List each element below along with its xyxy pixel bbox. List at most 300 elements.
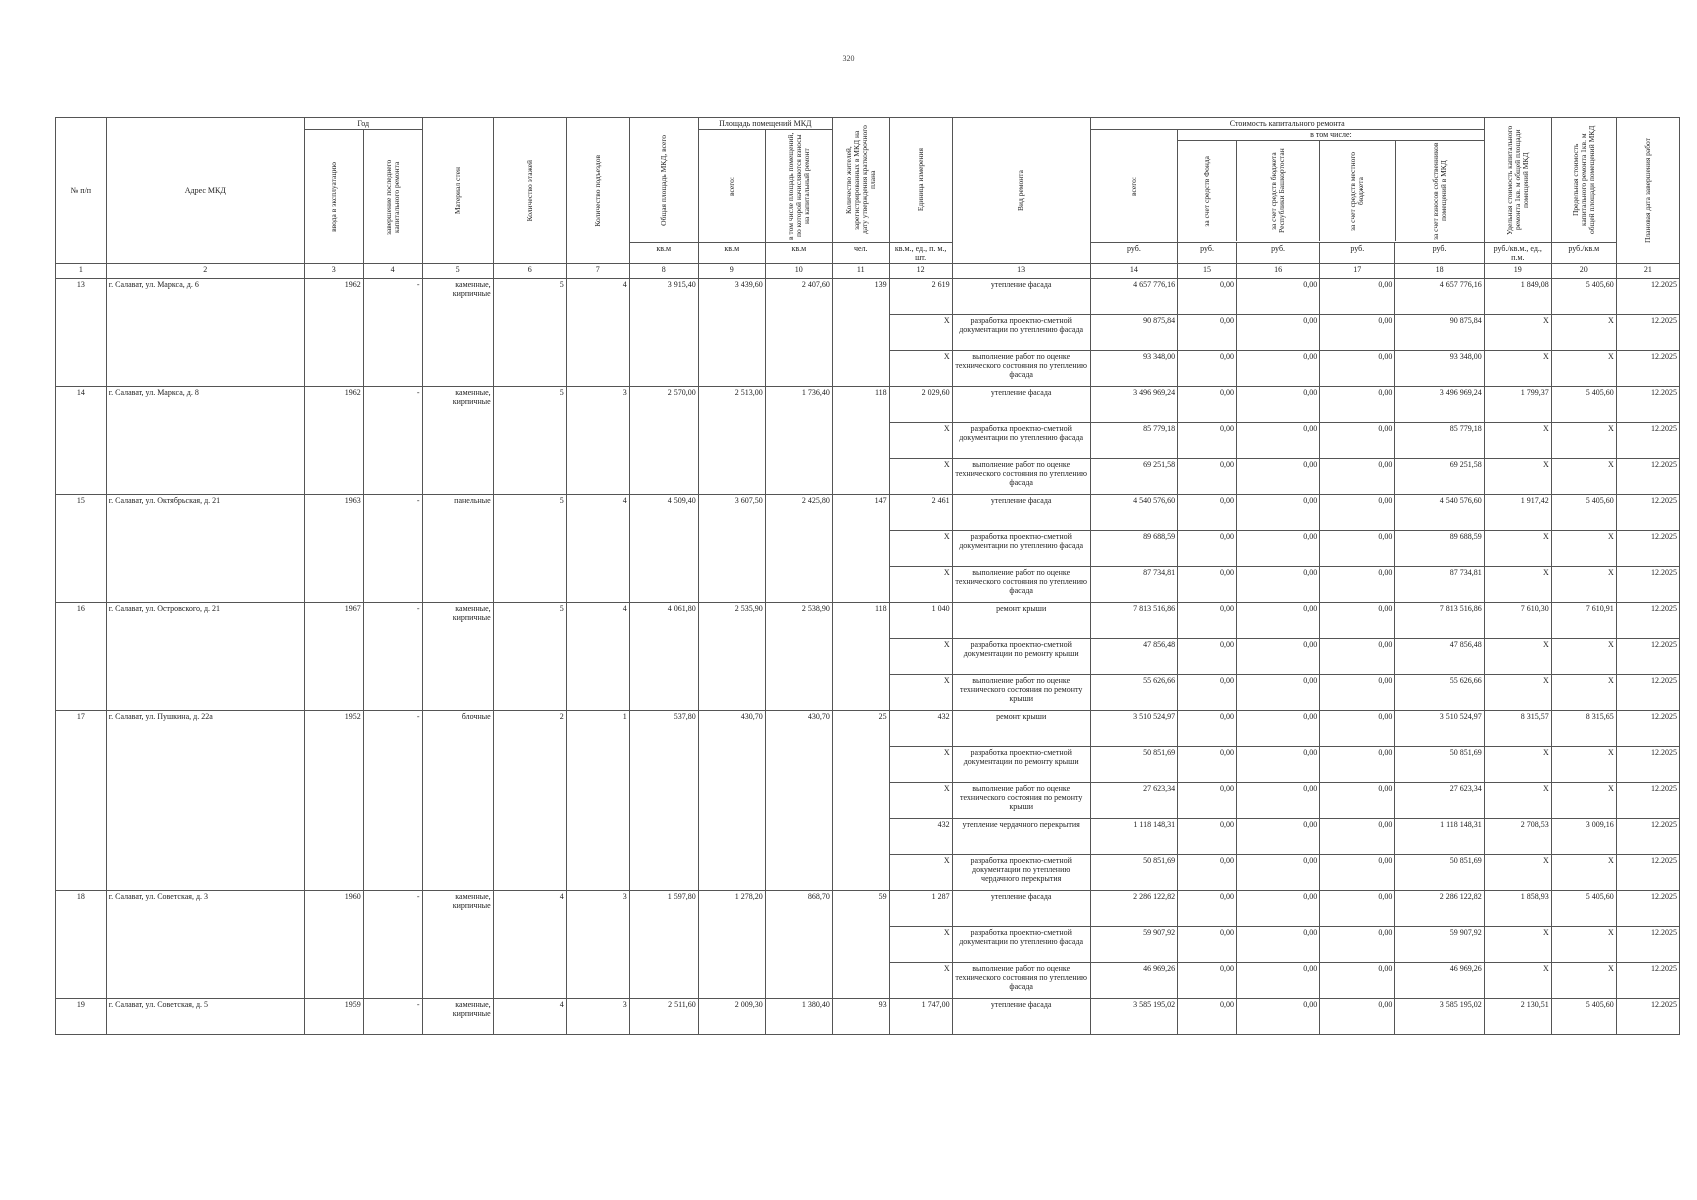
row-date: 12.2025 <box>1616 747 1679 783</box>
row-floors: 5 <box>493 387 566 495</box>
row-repair-type: утепление фасада <box>952 279 1090 315</box>
row-unit-measure: X <box>889 423 952 459</box>
row-cost-local: 0,00 <box>1320 531 1395 567</box>
header-floors: Количество этажей <box>493 118 566 264</box>
row-cost-owners: 85 779,18 <box>1395 423 1484 459</box>
row-unit-cost: X <box>1484 459 1551 495</box>
row-entrances: 4 <box>566 495 629 603</box>
row-date: 12.2025 <box>1616 567 1679 603</box>
header-num: № п/п <box>56 118 107 264</box>
row-area-all: 430,70 <box>698 711 765 891</box>
row-year-commission: 1960 <box>304 891 363 999</box>
row-max-cost: 5 405,60 <box>1551 387 1616 423</box>
column-index: 18 <box>1395 264 1484 279</box>
row-cost-local: 0,00 <box>1320 711 1395 747</box>
column-index: 2 <box>106 264 304 279</box>
column-index-row <box>56 264 1680 279</box>
row-cost-total: 69 251,58 <box>1090 459 1177 495</box>
row-cost-fund: 0,00 <box>1178 495 1237 531</box>
row-max-cost: 8 315,65 <box>1551 711 1616 747</box>
row-date: 12.2025 <box>1616 999 1679 1035</box>
row-year-last-repair: - <box>363 387 422 495</box>
row-cost-total: 1 118 148,31 <box>1090 819 1177 855</box>
row-floors: 5 <box>493 603 566 711</box>
column-index: 10 <box>765 264 832 279</box>
row-repair-type: разработка проектно-сметной документации по утеплению чердачного перекрытия <box>952 855 1090 891</box>
row-cost-fund: 0,00 <box>1178 315 1237 351</box>
row-cost-owners: 3 510 524,97 <box>1395 711 1484 747</box>
column-index: 9 <box>698 264 765 279</box>
column-index: 12 <box>889 264 952 279</box>
header-unit: Единица измерения <box>889 118 952 243</box>
unit-cost-total: руб. <box>1090 243 1177 264</box>
row-max-cost: X <box>1551 531 1616 567</box>
row-cost-owners: 3 585 195,02 <box>1395 999 1484 1035</box>
column-index: 19 <box>1484 264 1551 279</box>
table-row <box>56 603 1680 639</box>
row-date: 12.2025 <box>1616 711 1679 747</box>
row-unit-measure: 1 747,00 <box>889 999 952 1035</box>
unit-total-area: кв.м <box>629 243 698 264</box>
row-cost-owners: 69 251,58 <box>1395 459 1484 495</box>
row-cost-total: 50 851,69 <box>1090 855 1177 891</box>
row-cost-owners: 46 969,26 <box>1395 963 1484 999</box>
row-cost-republic: 0,00 <box>1236 891 1319 927</box>
row-unit-measure: X <box>889 963 952 999</box>
row-year-commission: 1959 <box>304 999 363 1035</box>
row-cost-local: 0,00 <box>1320 495 1395 531</box>
row-cost-local: 0,00 <box>1320 891 1395 927</box>
row-cost-total: 3 510 524,97 <box>1090 711 1177 747</box>
row-cost-owners: 3 496 969,24 <box>1395 387 1484 423</box>
row-date: 12.2025 <box>1616 459 1679 495</box>
row-unit-cost: X <box>1484 675 1551 711</box>
row-cost-fund: 0,00 <box>1178 423 1237 459</box>
row-max-cost: X <box>1551 351 1616 387</box>
row-cost-owners: 90 875,84 <box>1395 315 1484 351</box>
row-date: 12.2025 <box>1616 675 1679 711</box>
row-date: 12.2025 <box>1616 963 1679 999</box>
row-unit-cost: X <box>1484 747 1551 783</box>
row-address: г. Салават, ул. Островского, д. 21 <box>106 603 304 711</box>
row-repair-type: выполнение работ по оценке технического состояния по ремонту крыши <box>952 783 1090 819</box>
row-cost-fund: 0,00 <box>1178 711 1237 747</box>
row-repair-type: утепление фасада <box>952 495 1090 531</box>
row-cost-republic: 0,00 <box>1236 531 1319 567</box>
row-cost-total: 3 585 195,02 <box>1090 999 1177 1035</box>
column-index: 11 <box>832 264 889 279</box>
header-year-group: Год <box>304 118 422 130</box>
header-cost-group: Стоимость капитального ремонта <box>1090 118 1484 130</box>
row-floors: 2 <box>493 711 566 891</box>
row-cost-fund: 0,00 <box>1178 387 1237 423</box>
row-max-cost: 5 405,60 <box>1551 495 1616 531</box>
row-cost-local: 0,00 <box>1320 675 1395 711</box>
row-entrances: 1 <box>566 711 629 891</box>
row-number: 17 <box>56 711 107 891</box>
row-unit-measure: 2 029,60 <box>889 387 952 423</box>
row-repair-type: утепление фасада <box>952 387 1090 423</box>
row-cost-total: 3 496 969,24 <box>1090 387 1177 423</box>
row-unit-measure: X <box>889 855 952 891</box>
row-cost-local: 0,00 <box>1320 567 1395 603</box>
row-residents: 118 <box>832 387 889 495</box>
column-index: 20 <box>1551 264 1616 279</box>
row-cost-total: 47 856,48 <box>1090 639 1177 675</box>
row-repair-type: разработка проектно-сметной документации по утеплению фасада <box>952 423 1090 459</box>
row-cost-local: 0,00 <box>1320 351 1395 387</box>
row-unit-cost: X <box>1484 423 1551 459</box>
row-unit-cost: X <box>1484 963 1551 999</box>
column-index: 16 <box>1236 264 1319 279</box>
row-cost-local: 0,00 <box>1320 999 1395 1035</box>
row-entrances: 4 <box>566 603 629 711</box>
table-row <box>56 711 1680 747</box>
row-unit-measure: X <box>889 783 952 819</box>
row-max-cost: X <box>1551 459 1616 495</box>
row-residents: 118 <box>832 603 889 711</box>
row-repair-type: разработка проектно-сметной документации по утеплению фасада <box>952 927 1090 963</box>
row-cost-total: 7 813 516,86 <box>1090 603 1177 639</box>
row-cost-local: 0,00 <box>1320 279 1395 315</box>
row-unit-measure: X <box>889 639 952 675</box>
row-area-paying: 868,70 <box>765 891 832 999</box>
row-cost-owners: 59 907,92 <box>1395 927 1484 963</box>
header-date: Плановая дата завершения работ <box>1616 118 1679 264</box>
row-cost-total: 4 540 576,60 <box>1090 495 1177 531</box>
row-cost-republic: 0,00 <box>1236 279 1319 315</box>
row-entrances: 3 <box>566 387 629 495</box>
row-cost-local: 0,00 <box>1320 855 1395 891</box>
row-cost-owners: 4 540 576,60 <box>1395 495 1484 531</box>
row-cost-republic: 0,00 <box>1236 351 1319 387</box>
header-cost-local: за счет средств местного бюджета <box>1348 151 1366 231</box>
header-year-commission: ввода в эксплуатацию <box>304 130 363 264</box>
header-max-cost: Предельная стоимость капитального ремонта 1кв. м общей площади помещений МКД <box>1551 118 1616 243</box>
row-cost-owners: 2 286 122,82 <box>1395 891 1484 927</box>
row-unit-cost: X <box>1484 783 1551 819</box>
row-area-paying: 430,70 <box>765 711 832 891</box>
header-year-last-repair: завершение последнего капитального ремонта <box>363 130 422 264</box>
row-area-paying: 1 380,40 <box>765 999 832 1035</box>
row-cost-republic: 0,00 <box>1236 855 1319 891</box>
row-cost-republic: 0,00 <box>1236 459 1319 495</box>
unit-cost-republic: руб. <box>1236 243 1319 264</box>
row-max-cost: X <box>1551 315 1616 351</box>
row-cost-republic: 0,00 <box>1236 927 1319 963</box>
row-number: 14 <box>56 387 107 495</box>
row-cost-owners: 27 623,34 <box>1395 783 1484 819</box>
row-cost-republic: 0,00 <box>1236 963 1319 999</box>
row-unit-measure: X <box>889 747 952 783</box>
row-max-cost: 7 610,91 <box>1551 603 1616 639</box>
header-wall: Материал стен <box>422 118 493 264</box>
row-total-area: 4 509,40 <box>629 495 698 603</box>
row-cost-local: 0,00 <box>1320 747 1395 783</box>
row-area-paying: 1 736,40 <box>765 387 832 495</box>
row-unit-measure: X <box>889 675 952 711</box>
row-year-commission: 1962 <box>304 387 363 495</box>
row-date: 12.2025 <box>1616 279 1679 315</box>
column-index: 21 <box>1616 264 1679 279</box>
row-area-all: 2 009,30 <box>698 999 765 1035</box>
column-index: 15 <box>1178 264 1237 279</box>
row-cost-total: 50 851,69 <box>1090 747 1177 783</box>
header-premises-group: Площадь помещений МКД <box>698 118 832 130</box>
row-number: 19 <box>56 999 107 1035</box>
row-unit-measure: X <box>889 531 952 567</box>
row-cost-total: 27 623,34 <box>1090 783 1177 819</box>
row-max-cost: X <box>1551 675 1616 711</box>
row-year-last-repair: - <box>363 603 422 711</box>
row-cost-local: 0,00 <box>1320 639 1395 675</box>
row-unit-cost: 8 315,57 <box>1484 711 1551 747</box>
row-unit-cost: 1 858,93 <box>1484 891 1551 927</box>
row-area-all: 3 607,50 <box>698 495 765 603</box>
row-cost-local: 0,00 <box>1320 603 1395 639</box>
table-row <box>56 387 1680 423</box>
row-area-paying: 2 425,80 <box>765 495 832 603</box>
row-total-area: 3 915,40 <box>629 279 698 387</box>
header-cost-total: всего: <box>1090 130 1177 243</box>
row-unit-cost: 2 708,53 <box>1484 819 1551 855</box>
table-row <box>56 495 1680 531</box>
row-cost-fund: 0,00 <box>1178 747 1237 783</box>
row-repair-type: разработка проектно-сметной документации по ремонту крыши <box>952 639 1090 675</box>
row-cost-owners: 50 851,69 <box>1395 855 1484 891</box>
row-max-cost: 5 405,60 <box>1551 279 1616 315</box>
row-cost-fund: 0,00 <box>1178 855 1237 891</box>
row-unit-measure: 2 619 <box>889 279 952 315</box>
row-cost-fund: 0,00 <box>1178 531 1237 567</box>
row-repair-type: ремонт крыши <box>952 711 1090 747</box>
row-address: г. Салават, ул. Октябрьская, д. 21 <box>106 495 304 603</box>
row-total-area: 537,80 <box>629 711 698 891</box>
row-cost-total: 89 688,59 <box>1090 531 1177 567</box>
row-unit-measure: X <box>889 927 952 963</box>
row-cost-owners: 1 118 148,31 <box>1395 819 1484 855</box>
row-max-cost: 5 405,60 <box>1551 999 1616 1035</box>
row-total-area: 1 597,80 <box>629 891 698 999</box>
capital-repair-table <box>55 117 1680 1035</box>
row-unit-measure: X <box>889 459 952 495</box>
row-residents: 93 <box>832 999 889 1035</box>
header-address: Адрес МКД <box>106 118 304 264</box>
page-number: 320 <box>842 54 855 63</box>
row-year-last-repair: - <box>363 495 422 603</box>
row-cost-fund: 0,00 <box>1178 567 1237 603</box>
row-area-paying: 2 407,60 <box>765 279 832 387</box>
row-cost-total: 59 907,92 <box>1090 927 1177 963</box>
row-date: 12.2025 <box>1616 783 1679 819</box>
row-cost-fund: 0,00 <box>1178 639 1237 675</box>
row-cost-total: 85 779,18 <box>1090 423 1177 459</box>
row-repair-type: выполнение работ по оценке технического состояния по утеплению фасада <box>952 459 1090 495</box>
row-cost-owners: 50 851,69 <box>1395 747 1484 783</box>
header-cost-owners: за счет взносов собственников помещений в МКД <box>1430 142 1448 240</box>
row-area-all: 2 535,90 <box>698 603 765 711</box>
row-date: 12.2025 <box>1616 819 1679 855</box>
row-year-last-repair: - <box>363 999 422 1035</box>
row-cost-fund: 0,00 <box>1178 963 1237 999</box>
row-cost-owners: 55 626,66 <box>1395 675 1484 711</box>
row-cost-fund: 0,00 <box>1178 675 1237 711</box>
row-entrances: 3 <box>566 891 629 999</box>
table-body <box>56 279 1680 1035</box>
row-entrances: 4 <box>566 279 629 387</box>
row-cost-local: 0,00 <box>1320 387 1395 423</box>
row-cost-republic: 0,00 <box>1236 639 1319 675</box>
row-address: г. Салават, ул. Маркса, д. 8 <box>106 387 304 495</box>
row-cost-total: 4 657 776,16 <box>1090 279 1177 315</box>
row-repair-type: утепление фасада <box>952 891 1090 927</box>
row-cost-owners: 89 688,59 <box>1395 531 1484 567</box>
row-unit-cost: 1 849,08 <box>1484 279 1551 315</box>
row-number: 16 <box>56 603 107 711</box>
row-max-cost: 5 405,60 <box>1551 891 1616 927</box>
row-repair-type: выполнение работ по оценке технического состояния по утеплению фасада <box>952 567 1090 603</box>
row-max-cost: X <box>1551 747 1616 783</box>
row-unit-measure: 432 <box>889 711 952 747</box>
row-repair-type: выполнение работ по оценке технического состояния по утеплению фасада <box>952 351 1090 387</box>
row-number: 15 <box>56 495 107 603</box>
row-date: 12.2025 <box>1616 891 1679 927</box>
row-date: 12.2025 <box>1616 387 1679 423</box>
header-total-area: Общая площадь МКД, всего <box>629 118 698 243</box>
row-wall-material: каменные, кирпичные <box>422 279 493 387</box>
row-unit-cost: X <box>1484 639 1551 675</box>
row-cost-local: 0,00 <box>1320 315 1395 351</box>
row-cost-local: 0,00 <box>1320 819 1395 855</box>
row-cost-republic: 0,00 <box>1236 999 1319 1035</box>
header-area-all: всего: <box>698 130 765 243</box>
row-residents: 25 <box>832 711 889 891</box>
column-index: 13 <box>952 264 1090 279</box>
row-unit-cost: 1 799,37 <box>1484 387 1551 423</box>
row-cost-owners: 7 813 516,86 <box>1395 603 1484 639</box>
row-max-cost: 3 009,16 <box>1551 819 1616 855</box>
row-cost-fund: 0,00 <box>1178 927 1237 963</box>
row-floors: 5 <box>493 495 566 603</box>
row-cost-local: 0,00 <box>1320 927 1395 963</box>
row-repair-type: разработка проектно-сметной документации по утеплению фасада <box>952 531 1090 567</box>
header-cost-incl: в том числе: за счет средств Фонда за счет средств бюджета Республики Башкортостан за счет средств местного бюджета за счет взносов собственников помещений в МКД <box>1178 130 1485 243</box>
header-cost-fund: за счет средств Фонда <box>1202 155 1212 227</box>
row-cost-fund: 0,00 <box>1178 819 1237 855</box>
column-index: 14 <box>1090 264 1177 279</box>
table-row <box>56 999 1680 1035</box>
row-year-commission: 1967 <box>304 603 363 711</box>
header-unit-cost: Удельная стоимость капитального ремонта 1кв. м общей площади помещений МКД <box>1484 118 1551 243</box>
row-residents: 139 <box>832 279 889 387</box>
row-floors: 5 <box>493 279 566 387</box>
unit-area-paying: кв.м <box>765 243 832 264</box>
row-cost-local: 0,00 <box>1320 783 1395 819</box>
row-cost-total: 87 734,81 <box>1090 567 1177 603</box>
row-cost-local: 0,00 <box>1320 459 1395 495</box>
row-repair-type: разработка проектно-сметной документации по утеплению фасада <box>952 315 1090 351</box>
row-total-area: 4 061,80 <box>629 603 698 711</box>
row-total-area: 2 511,60 <box>629 999 698 1035</box>
row-date: 12.2025 <box>1616 351 1679 387</box>
header-repair-type: Вид ремонта <box>952 118 1090 264</box>
row-max-cost: X <box>1551 855 1616 891</box>
row-cost-republic: 0,00 <box>1236 783 1319 819</box>
row-unit-measure: X <box>889 567 952 603</box>
row-residents: 147 <box>832 495 889 603</box>
row-unit-cost: 2 130,51 <box>1484 999 1551 1035</box>
row-unit-cost: X <box>1484 351 1551 387</box>
row-floors: 4 <box>493 999 566 1035</box>
row-area-all: 1 278,20 <box>698 891 765 999</box>
row-date: 12.2025 <box>1616 927 1679 963</box>
row-cost-republic: 0,00 <box>1236 387 1319 423</box>
row-unit-cost: X <box>1484 531 1551 567</box>
row-date: 12.2025 <box>1616 423 1679 459</box>
row-unit-measure: 1 287 <box>889 891 952 927</box>
row-date: 12.2025 <box>1616 315 1679 351</box>
row-max-cost: X <box>1551 567 1616 603</box>
row-address: г. Салават, ул. Советская, д. 5 <box>106 999 304 1035</box>
row-repair-type: выполнение работ по оценке технического состояния по утеплению фасада <box>952 963 1090 999</box>
header-cost-republic: за счет средств бюджета Республики Башкортостан <box>1269 148 1287 234</box>
row-unit-measure: 1 040 <box>889 603 952 639</box>
row-cost-total: 93 348,00 <box>1090 351 1177 387</box>
row-address: г. Салават, ул. Пушкина, д. 22а <box>106 711 304 891</box>
row-unit-measure: X <box>889 315 952 351</box>
row-cost-republic: 0,00 <box>1236 495 1319 531</box>
row-repair-type: утепление чердачного перекрытия <box>952 819 1090 855</box>
row-max-cost: X <box>1551 963 1616 999</box>
table-row <box>56 279 1680 315</box>
row-unit-measure: 432 <box>889 819 952 855</box>
column-index: 3 <box>304 264 363 279</box>
header-residents: Количество жителей, зарегистрированных в МКД на дату утверждения краткосрочного плана <box>832 118 889 243</box>
row-cost-fund: 0,00 <box>1178 783 1237 819</box>
row-unit-cost: X <box>1484 855 1551 891</box>
unit-cost-local: руб. <box>1320 243 1395 264</box>
row-cost-republic: 0,00 <box>1236 819 1319 855</box>
header-entrances: Количество подъездов <box>566 118 629 264</box>
row-cost-fund: 0,00 <box>1178 891 1237 927</box>
row-address: г. Салават, ул. Советская, д. 3 <box>106 891 304 999</box>
row-area-paying: 2 538,90 <box>765 603 832 711</box>
unit-cost-owners: руб. <box>1395 243 1484 264</box>
row-wall-material: каменные, кирпичные <box>422 603 493 711</box>
row-year-commission: 1963 <box>304 495 363 603</box>
row-unit-cost: 1 917,42 <box>1484 495 1551 531</box>
row-cost-owners: 47 856,48 <box>1395 639 1484 675</box>
row-cost-fund: 0,00 <box>1178 603 1237 639</box>
row-cost-republic: 0,00 <box>1236 603 1319 639</box>
row-unit-cost: X <box>1484 927 1551 963</box>
unit-measure: кв.м., ед., п. м., шт. <box>889 243 952 264</box>
row-wall-material: каменные, кирпичные <box>422 891 493 999</box>
row-max-cost: X <box>1551 783 1616 819</box>
row-cost-fund: 0,00 <box>1178 351 1237 387</box>
unit-area-all: кв.м <box>698 243 765 264</box>
row-cost-owners: 93 348,00 <box>1395 351 1484 387</box>
row-cost-total: 2 286 122,82 <box>1090 891 1177 927</box>
row-number: 13 <box>56 279 107 387</box>
row-max-cost: X <box>1551 639 1616 675</box>
column-index: 5 <box>422 264 493 279</box>
row-date: 12.2025 <box>1616 495 1679 531</box>
row-date: 12.2025 <box>1616 531 1679 567</box>
row-cost-owners: 4 657 776,16 <box>1395 279 1484 315</box>
unit-cost-fund: руб. <box>1178 243 1237 264</box>
unit-max-cost: руб./кв.м <box>1551 243 1616 264</box>
